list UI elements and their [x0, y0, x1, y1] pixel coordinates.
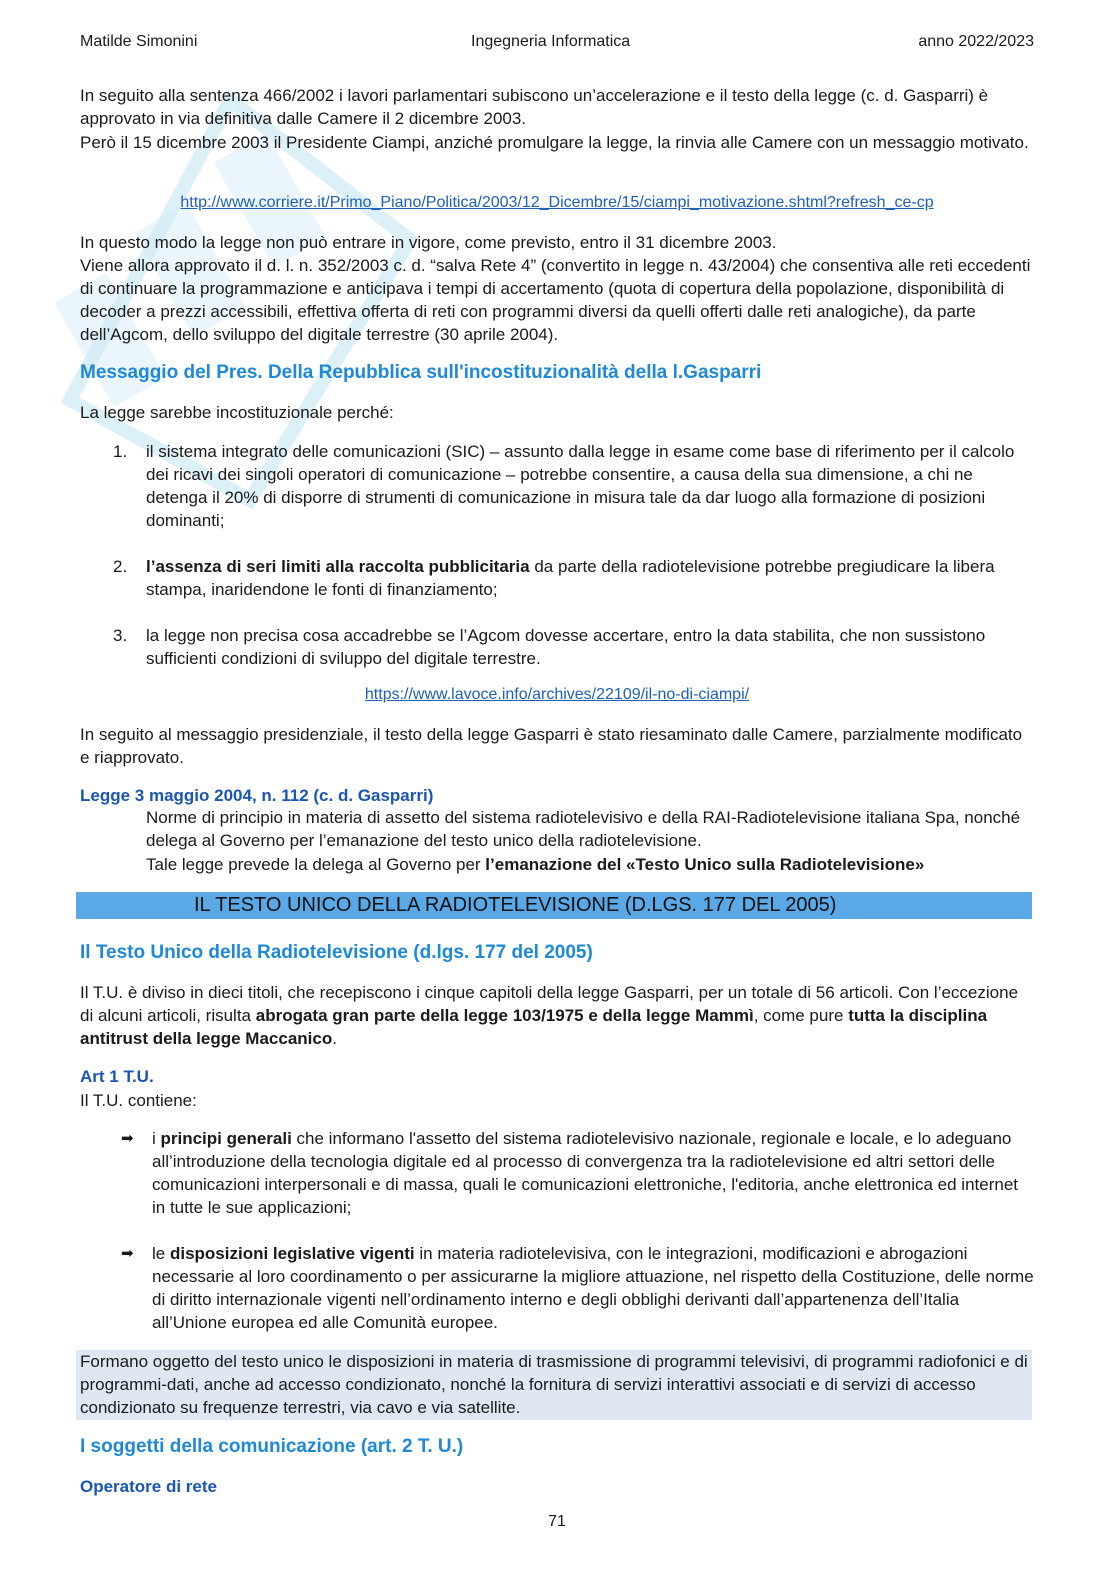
intro-paragraph-2: Però il 15 dicembre 2003 il Presidente Ciampi, anziché promulgare la legge, la rinvia alle Camere con un messaggio motivato. — [80, 133, 1029, 152]
legge112-line2 — [146, 853, 1034, 876]
section-title-bar — [76, 892, 1032, 919]
list-bold: principi generali — [160, 1129, 292, 1148]
soggetti-heading: I soggetti della comunicazione (art. 2 T. U.) — [80, 1436, 464, 1457]
tu-heading: Il Testo Unico della Radiotelevisione (d.lgs. 177 del 2005) — [80, 942, 593, 963]
page-number: 71 — [548, 1513, 566, 1530]
list-text — [152, 1242, 1034, 1334]
legge112-heading: Legge 3 maggio 2004, n. 112 (c. d. Gasparri) — [80, 786, 434, 805]
list-text — [152, 1127, 1034, 1219]
lavoce-link[interactable]: https://www.lavoce.info/archives/22109/il-no-di-ciampi/ — [364, 686, 750, 703]
tu-paragraph — [80, 981, 1034, 1050]
tu-bold-d: tutta la disciplina antitrust della legge Maccanico — [80, 1006, 988, 1048]
messaggio-after: In seguito al messaggio presidenziale, il testo della legge Gasparri è stato riesaminato dalle Camere, parzialmente modificato e riapprovato. — [80, 725, 1023, 767]
soggetti-subheading: Operatore di rete — [80, 1477, 217, 1496]
tu-text-c: , come pure — [753, 1006, 849, 1025]
list-text: la legge non precisa cosa accadrebbe se l’Agcom dovesse accertare, entro la data stabilita, che non sussistono sufficienti condizioni di sviluppo del digitale terrestre. — [146, 626, 986, 668]
art1-heading: Art 1 T.U. — [80, 1067, 154, 1086]
art1-lead: Il T.U. contiene: — [80, 1091, 197, 1110]
list-number: 2. — [113, 557, 128, 576]
list-pre: i — [152, 1129, 161, 1148]
list-bold: disposizioni legislative vigenti — [169, 1244, 415, 1263]
legge112-line2-text: Tale legge prevede la delega al Governo per — [146, 855, 486, 874]
tu-bold-b: abrogata gran parte della legge 103/1975 e della legge Mammì — [255, 1006, 754, 1025]
header-course: Ingegneria Informatica — [471, 33, 631, 50]
messaggio-heading: Messaggio del Pres. Della Repubblica sull'incostituzionalità della l.Gasparri — [80, 362, 762, 383]
list-pre: le — [152, 1244, 170, 1263]
list-text — [146, 555, 1034, 601]
tu-text-e: . — [332, 1029, 337, 1048]
section-title: IL TESTO UNICO DELLA RADIOTELEVISIONE (D.LGS. 177 DEL 2005) — [194, 894, 837, 916]
list-bold: l’assenza di seri limiti alla raccolta pubblicitaria — [146, 557, 530, 576]
intro-paragraph-3: In questo modo la legge non può entrare in vigore, come previsto, entro il 31 dicembre 2003. — [80, 233, 777, 252]
document-page — [80, 0, 1034, 1579]
highlight-text: Formano oggetto del testo unico le disposizioni in materia di trasmissione di programmi televisivi, di programmi radiofonici e di programmi-dati, anche ad accesso condizionato, nonché la fornitura di servizi interattivi associati e di servizi di accesso condizionato su frequenze terrestri, via cavo e via satellite. — [80, 1352, 1028, 1417]
list-rest: che informano l'assetto del sistema radiotelevisivo nazionale, regionale e locale, e lo adeguano all’introduzione della tecnologia digitale ed al processo di convergenza tra la radiotelevisione ed altri settori delle comunicazioni interpersonali e di massa, quali le comunicazioni elettroniche, l'editoria, anche elettronica ed internet in tutte le sue applicazioni; — [152, 1129, 1019, 1217]
list-number: 1. — [113, 442, 128, 461]
tu-text-a: Il T.U. è diviso in dieci titoli, che recepiscono i cinque capitoli della legge Gasparri, per un totale di 56 articoli. Con l’eccezione di alcuni articoli, risulta — [80, 983, 1019, 1025]
header-author: Matilde Simonini — [80, 33, 198, 50]
intro-paragraph-4: Viene allora approvato il d. l. n. 352/2003 c. d. “salva Rete 4” (convertito in legge n. 43/2004) che consentiva alle reti eccedenti di continuare la programmazione e anticipava i tempi di accertamento (quota di copertura della popolazione, disponibilità di decoder a prezzi accessibili, effettiva offerta di reti con programmi diversi da quelli offerti dalle reti analogiche), da parte dell’Agcom, dello sviluppo del digitale terrestre (30 aprile 2004). — [80, 256, 1031, 344]
list-rest: da parte della radiotelevisione potrebbe pregiudicare la libera stampa, inaridendone le fonti di finanziamento; — [146, 557, 995, 599]
messaggio-lead: La legge sarebbe incostituzionale perché: — [80, 403, 394, 422]
arrow-right-icon: ➡ — [121, 1245, 134, 1262]
list-text: il sistema integrato delle comunicazioni (SIC) – assunto dalla legge in esame come base di riferimento per il calcolo dei ricavi dei singoli operatori di comunicazione – potrebbe consentire, a causa della sua dimensione, a chi ne detenga il 20% di disporre di strumenti di comunicazione in misura tale da dar luogo alla formazione di posizioni dominanti; — [146, 442, 1015, 530]
corriere-link[interactable]: http://www.corriere.it/Primo_Piano/Politica/2003/12_Dicembre/15/ciampi_motivazione.shtml?refresh_ce-cp — [180, 194, 934, 211]
arrow-right-icon: ➡ — [121, 1130, 134, 1147]
list-rest: in materia radiotelevisiva, con le integrazioni, modificazioni e abrogazioni necessarie al loro coordinamento o per assicurarne la migliore attuazione, nel rispetto della Costituzione, delle norme di diritto internazionale vigenti nell’ordinamento interno e degli obblighi derivanti dall’appartenenza dell’Italia all’Unione europea ed alle Comunità europee. — [152, 1244, 1034, 1332]
intro-paragraph-1: In seguito alla sentenza 466/2002 i lavori parlamentari subiscono un’accelerazione e il testo della legge (c. d. Gasparri) è approvato in via definitiva dalle Camere il 2 dicembre 2003. — [80, 86, 989, 128]
legge112-line2-bold: l’emanazione del «Testo Unico sulla Radiotelevisione» — [485, 855, 925, 874]
header-year: anno 2022/2023 — [918, 33, 1034, 50]
list-number: 3. — [113, 626, 128, 645]
legge112-line1: Norme di principio in materia di assetto del sistema radiotelevisivo e della RAI-Radiotelevisione italiana Spa, nonché delega al Governo per l’emanazione del testo unico della radiotelevisione. — [146, 808, 1021, 850]
